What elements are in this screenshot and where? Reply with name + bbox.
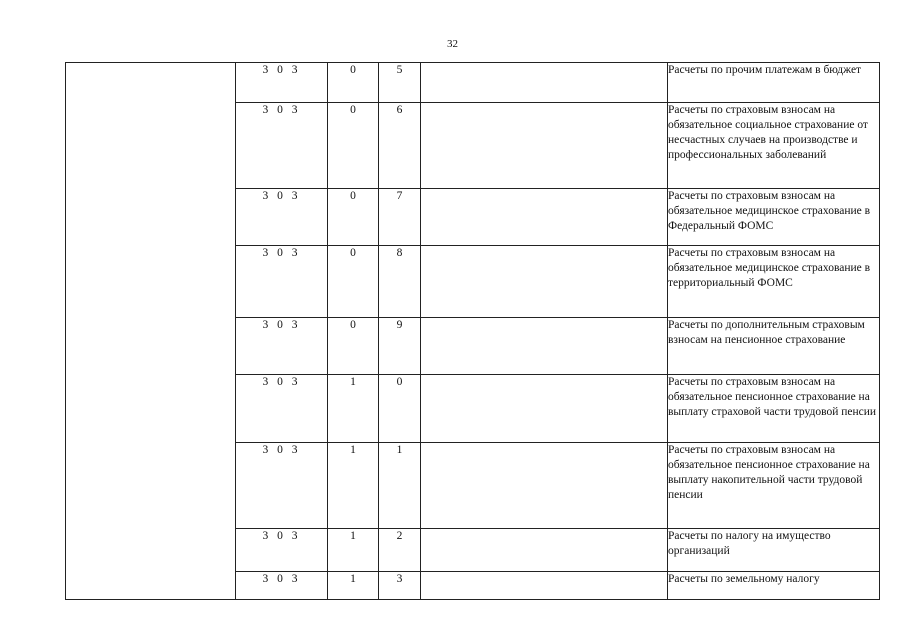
account-code: 3 0 3 (262, 573, 301, 585)
blank-cell (421, 318, 668, 375)
accounts-table (65, 62, 880, 600)
account-code-cell (236, 443, 328, 529)
account-code: 3 0 3 (262, 104, 301, 116)
account-code-cell (236, 375, 328, 443)
digit-cell: 0 (328, 63, 379, 103)
digit-cell: 1 (328, 572, 379, 600)
digit-cell: 0 (328, 318, 379, 375)
digit-cell: 1 (379, 443, 421, 529)
digit-cell: 6 (379, 103, 421, 189)
account-code-cell (236, 103, 328, 189)
blank-cell (421, 246, 668, 318)
blank-cell (421, 189, 668, 246)
account-code-cell (236, 529, 328, 572)
account-code: 3 0 3 (262, 64, 301, 76)
digit-cell: 1 (328, 529, 379, 572)
description-cell: Расчеты по страховым взносам на обязательное пенсионное страхование на выплату накопительной части трудовой пенсии (668, 443, 880, 529)
description-cell: Расчеты по страховым взносам на обязательное социальное страхование от несчастных случаев на производстве и профессиональных заболеваний (668, 103, 880, 189)
digit-cell: 1 (328, 375, 379, 443)
description-cell: Расчеты по страховым взносам на обязательное медицинское страхование в Федеральный ФОМС (668, 189, 880, 246)
description-cell: Расчеты по дополнительным страховым взносам на пенсионное страхование (668, 318, 880, 375)
digit-cell: 3 (379, 572, 421, 600)
blank-cell (421, 375, 668, 443)
account-code-cell (236, 246, 328, 318)
account-code: 3 0 3 (262, 190, 301, 202)
digit-cell: 9 (379, 318, 421, 375)
description-cell: Расчеты по страховым взносам на обязательное пенсионное страхование на выплату страховой части трудовой пенсии (668, 375, 880, 443)
description-cell: Расчеты по страховым взносам на обязательное медицинское страхование в территориальный ФОМС (668, 246, 880, 318)
blank-cell (421, 103, 668, 189)
digit-cell: 0 (328, 103, 379, 189)
page-number: 32 (447, 38, 458, 50)
account-code-cell (236, 318, 328, 375)
digit-cell: 0 (328, 246, 379, 318)
description-cell: Расчеты по прочим платежам в бюджет (668, 63, 880, 103)
account-code-cell (236, 63, 328, 103)
digit-cell: 1 (328, 443, 379, 529)
account-code: 3 0 3 (262, 247, 301, 259)
description-cell: Расчеты по земельному налогу (668, 572, 880, 600)
account-code: 3 0 3 (262, 530, 301, 542)
first-column-cell (66, 63, 236, 600)
description-cell: Расчеты по налогу на имущество организаций (668, 529, 880, 572)
digit-cell: 0 (379, 375, 421, 443)
account-code: 3 0 3 (262, 376, 301, 388)
account-code-cell (236, 572, 328, 600)
blank-cell (421, 529, 668, 572)
digit-cell: 5 (379, 63, 421, 103)
digit-cell: 8 (379, 246, 421, 318)
digit-cell: 7 (379, 189, 421, 246)
account-code-cell (236, 189, 328, 246)
digit-cell: 2 (379, 529, 421, 572)
blank-cell (421, 443, 668, 529)
account-code: 3 0 3 (262, 444, 301, 456)
digit-cell: 0 (328, 189, 379, 246)
blank-cell (421, 63, 668, 103)
table-row (66, 63, 880, 103)
blank-cell (421, 572, 668, 600)
account-code: 3 0 3 (262, 319, 301, 331)
